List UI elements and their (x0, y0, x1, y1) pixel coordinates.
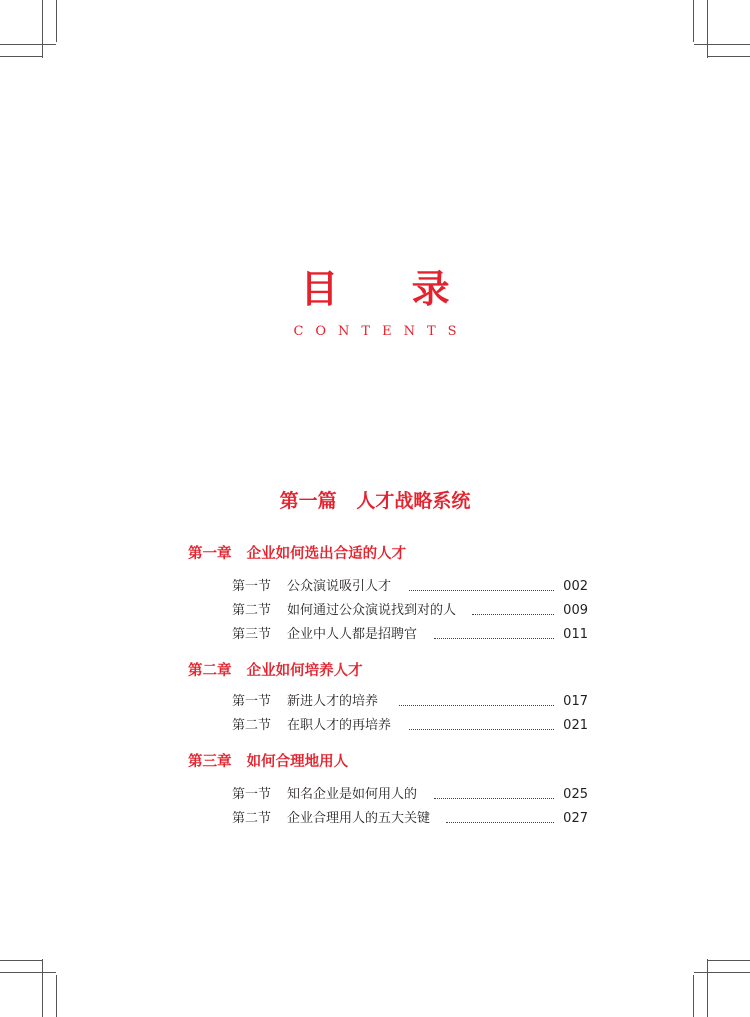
section-number: 第三节 (232, 627, 272, 642)
section-title: 如何通过公众演说找到对的人 (287, 603, 457, 618)
crop-mark-top-right-vertical-2 (693, 0, 694, 42)
dot-leader (446, 822, 554, 823)
section-number: 第二节 (232, 603, 272, 618)
crop-mark-top-left-vertical (42, 0, 43, 58)
crop-mark-bottom-right-vertical (707, 959, 708, 1017)
section-title: 公众演说吸引人才 (287, 579, 392, 594)
dot-leader (434, 638, 554, 639)
crop-mark-bottom-right-vertical-2 (693, 975, 694, 1017)
page-number: 009 (563, 603, 588, 618)
crop-mark-bottom-left-vertical-2 (56, 975, 57, 1017)
section-number: 第二节 (232, 718, 272, 733)
toc-entry[interactable] (232, 809, 588, 829)
section-number: 第一节 (232, 694, 272, 709)
crop-mark-top-right-vertical (707, 0, 708, 58)
page-number: 021 (563, 718, 588, 733)
chapter-heading: 第三章 如何合理地用人 (188, 754, 349, 770)
toc-entry[interactable] (232, 601, 588, 621)
page-number: 017 (563, 694, 588, 709)
crop-mark-top-right-horizontal-2 (708, 56, 750, 57)
crop-mark-bottom-left-horizontal (0, 972, 56, 973)
section-title: 企业中人人都是招聘官 (287, 627, 418, 642)
part-heading: 第一篇 人才战略系统 (279, 490, 471, 512)
crop-mark-top-left-horizontal (0, 44, 56, 45)
toc-entry[interactable] (232, 577, 588, 597)
chapter-heading: 第一章 企业如何选出合适的人才 (188, 546, 407, 562)
crop-mark-bottom-left-horizontal-2 (0, 960, 42, 961)
page-title: 目 录 (300, 267, 480, 311)
page-number: 025 (563, 787, 588, 802)
dot-leader (434, 798, 554, 799)
crop-mark-top-left-horizontal-2 (0, 56, 42, 57)
section-title: 新进人才的培养 (287, 694, 379, 709)
chapter-heading: 第二章 企业如何培养人才 (188, 663, 363, 679)
toc-entry[interactable] (232, 716, 588, 736)
page-number: 002 (563, 579, 588, 594)
crop-mark-top-right-horizontal (694, 44, 750, 45)
toc-entry[interactable] (232, 785, 588, 805)
section-number: 第一节 (232, 787, 272, 802)
section-title: 在职人才的再培养 (287, 718, 392, 733)
toc-entry[interactable] (232, 625, 588, 645)
dot-leader (409, 590, 554, 591)
crop-mark-bottom-right-horizontal (694, 972, 750, 973)
dot-leader (399, 705, 554, 706)
crop-mark-top-left-vertical-2 (56, 0, 57, 42)
page-subtitle: CONTENTS (293, 324, 469, 339)
section-title: 知名企业是如何用人的 (287, 787, 418, 802)
page-number: 027 (563, 811, 588, 826)
section-number: 第一节 (232, 579, 272, 594)
dot-leader (409, 729, 554, 730)
section-title: 企业合理用人的五大关键 (287, 811, 431, 826)
page-number: 011 (563, 627, 588, 642)
crop-mark-bottom-right-horizontal-2 (708, 960, 750, 961)
toc-entry[interactable] (232, 692, 588, 712)
section-number: 第二节 (232, 811, 272, 826)
dot-leader (472, 614, 554, 615)
crop-mark-bottom-left-vertical (42, 959, 43, 1017)
